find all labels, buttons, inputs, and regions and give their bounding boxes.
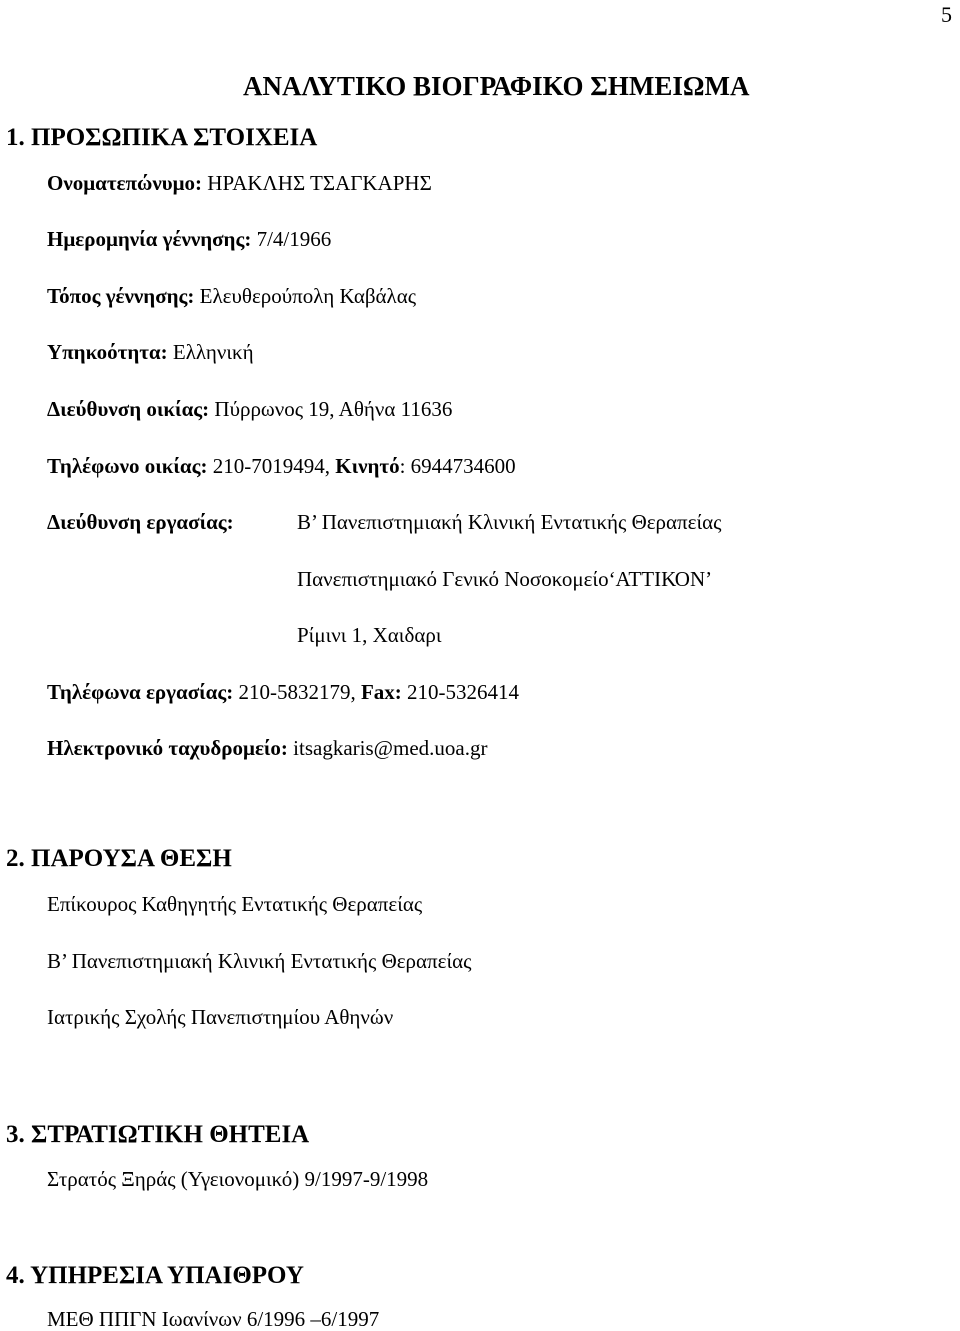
fax-value: 210-5326414: [401, 680, 520, 704]
military-line: Στρατός Ξηράς (Υγειονομικό) 9/1997-9/1998: [47, 1167, 429, 1191]
pob-value: Ελευθερούπολη Καβάλας: [194, 284, 417, 308]
section-field-service-heading: 4. ΥΠΗΡΕΣΙΑ ΥΠΑΙΘΡΟΥ: [6, 1262, 304, 1289]
section-position-heading: 2. ΠΑΡΟΥΣΑ ΘΕΣΗ: [6, 845, 232, 872]
name-label: Ονοματεπώνυμο:: [47, 171, 203, 195]
pob-row: [47, 286, 416, 307]
mobile-value: : 6944734600: [399, 454, 516, 478]
name-value: ΗΡΑΚΛΗΣ ΤΣΑΓΚΑΡΗΣ: [202, 171, 432, 195]
work-address-line: Β’ Πανεπιστημιακή Κλινική Εντατικής Θεραπείας: [297, 510, 722, 534]
work-address-label: Διεύθυνση εργασίας:: [47, 510, 234, 534]
field-service-line: ΜΕΘ ΠΠΓΝ Ιωανίνων 6/1996 –6/1997: [47, 1307, 380, 1331]
work-phone-value: 210-5832179,: [233, 680, 361, 704]
name-row: [47, 173, 432, 194]
home-phone-value: 210-7019494,: [207, 454, 336, 478]
fax-label: Fax:: [360, 680, 402, 704]
section-military-heading: 3. ΣΤΡΑΤΙΩΤΙΚΗ ΘΗΤΕΙΑ: [6, 1121, 310, 1148]
work-phone-label: Τηλέφωνα εργασίας:: [47, 680, 234, 704]
email-value: itsagkaris@med.uoa.gr: [287, 736, 488, 760]
page-number: 5: [941, 2, 952, 27]
dob-label: Ημερομηνία γέννησης:: [47, 227, 252, 251]
citizenship-label: Υπηκοότητα:: [47, 340, 168, 364]
position-line: Ιατρικής Σχολής Πανεπιστημίου Αθηνών: [47, 1005, 394, 1029]
home-address-label: Διεύθυνση οικίας:: [47, 397, 210, 421]
home-address-value: Πύρρωνος 19, Αθήνα 11636: [209, 397, 453, 421]
pob-label: Τόπος γέννησης:: [47, 284, 195, 308]
work-address-line: Πανεπιστημιακό Γενικό Νοσοκομείο‘ΑΤΤΙΚΟΝ’: [297, 567, 713, 591]
section-personal-heading: 1. ΠΡΟΣΩΠΙΚΑ ΣΤΟΙΧΕΙΑ: [6, 124, 318, 151]
home-phone-row: [47, 456, 516, 477]
work-phone-row: [47, 682, 519, 703]
dob-row: [47, 229, 331, 250]
work-address-line: Ρίμινι 1, Χαιδαρι: [297, 623, 442, 647]
home-address-row: [47, 399, 452, 420]
position-line: Επίκουρος Καθηγητής Εντατικής Θεραπείας: [47, 892, 423, 916]
mobile-label: Κινητό: [335, 454, 400, 478]
citizenship-row: [47, 342, 254, 363]
dob-value: 7/4/1966: [251, 227, 332, 251]
email-label: Ηλεκτρονικό ταχυδρομείο:: [47, 736, 288, 760]
email-row: [47, 738, 487, 759]
document-title: ΑΝΑΛΥΤΙΚΟ ΒΙΟΓΡΑΦΙΚΟ ΣΗΜΕΙΩΜΑ: [243, 71, 750, 101]
home-phone-label: Τηλέφωνο οικίας:: [47, 454, 208, 478]
citizenship-value: Ελληνική: [167, 340, 254, 364]
position-line: Β’ Πανεπιστημιακή Κλινική Εντατικής Θεραπείας: [47, 949, 472, 973]
